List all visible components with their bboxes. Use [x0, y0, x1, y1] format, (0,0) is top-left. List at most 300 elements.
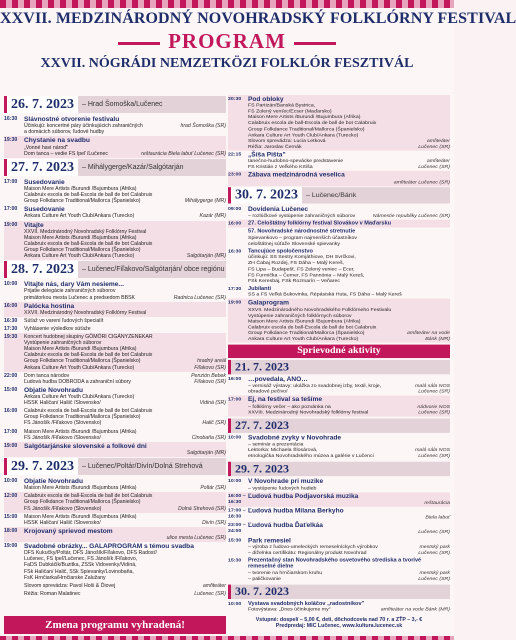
- credits-place: amfiteáter: [202, 582, 226, 589]
- event-text: FS Jánošík /Fiľakovo (Slovensko): [24, 420, 102, 427]
- event-title: Vitajte nás, dary Vám nesieme...: [24, 281, 124, 289]
- event-place: hradný areál: [197, 358, 226, 365]
- date-location: – Lučenec/Bánk: [306, 191, 357, 199]
- event-place: Salgótarján (MR): [186, 449, 226, 456]
- event-place: [223, 129, 226, 135]
- event-row: [4, 136, 226, 157]
- event-text: Group Folkdance Traditional/Mallorca (Španielsko): [24, 198, 141, 205]
- event-time: 20:30: [228, 95, 242, 102]
- event-text: Vyhlásenie výsledkov súťaže: [24, 326, 91, 333]
- dash-right: [294, 42, 336, 45]
- event-time: 23:00: [228, 172, 242, 178]
- event-place: amfiteáter Lučenec (SR): [393, 179, 450, 185]
- event-text: FS Zolený venťec/Ecser (Maďarsko): [248, 108, 332, 115]
- event-row: [228, 285, 450, 299]
- credits-line: [24, 591, 226, 597]
- event-text: Calabruix escola de ball-Escola de ball de bot Calabruix: [24, 240, 153, 247]
- date-label: 29. 7. 2023: [7, 458, 78, 475]
- event-row: [4, 407, 226, 427]
- event-title: Objatie Novohradu: [24, 386, 83, 394]
- event-row: [4, 513, 226, 527]
- event-text: FS Lipa – Budapešť, FS Zelený veniec – Ecer,: [248, 266, 355, 273]
- right-column: [228, 95, 450, 614]
- top-decorative-band: [0, 0, 454, 8]
- event-row: [4, 221, 226, 261]
- event-place: Lučenec (SR): [418, 549, 450, 556]
- event-place: Vidiná (SR): [199, 400, 226, 407]
- credits-text: Slovom sprevádza: Pavol Hoši & Ďiovej: [24, 582, 116, 589]
- event-title: Ej, na festival sa tešíme: [248, 396, 323, 404]
- ticket-info: [228, 616, 450, 634]
- event-body: [248, 601, 450, 613]
- event-line: [248, 453, 450, 459]
- event-text: Group Folkdance Traditional/Mallorca (Španielsko): [24, 358, 141, 365]
- event-body: [24, 326, 226, 332]
- event-line: [248, 164, 450, 170]
- event-text: Fotovýstava: „Dnes účinkujeme my": [248, 606, 331, 613]
- event-time: 15:30: [228, 557, 242, 564]
- accompanying-activities-heading: Sprievodné aktivity: [228, 345, 450, 358]
- event-text: Calabruix escola de ball-Escola de ball de bot Calabruix: [248, 120, 377, 127]
- date-location: – Lučenec/Fiľakovo/Salgótarján/ obce regiónu: [82, 266, 225, 274]
- event-text: Calabruix escola de ball-Escola de ball de bot Calabruix: [24, 192, 153, 199]
- event-text: Calabruix escola de ball-Escola de ball de bot Calabruix: [24, 493, 153, 500]
- event-row: [4, 333, 226, 372]
- event-title: Ľudová hudba Milana Berkyho: [248, 507, 344, 515]
- event-place: mestský park: [419, 544, 450, 550]
- credits-body: [24, 583, 226, 589]
- event-body: [248, 172, 450, 185]
- event-text: FS Jánošík /Fiľakovo (Slovensko): [24, 505, 102, 512]
- event-row: [4, 280, 226, 301]
- event-place: amfiteáter na vode: [407, 330, 450, 336]
- event-line: [24, 520, 226, 526]
- event-row: [4, 178, 226, 205]
- event-body: [24, 408, 226, 426]
- event-body: [248, 300, 450, 342]
- event-place: mestský park: [419, 569, 450, 576]
- event-line: [248, 485, 450, 491]
- event-body: [248, 508, 450, 521]
- event-line: [248, 410, 450, 416]
- event-row: [228, 220, 450, 228]
- event-body: [248, 96, 450, 150]
- event-body: [24, 222, 226, 260]
- credits-body: [24, 591, 226, 597]
- event-place: Lučenec (SR): [418, 453, 450, 460]
- event-row: [228, 492, 450, 507]
- event-title: Slávnostné otvorenie festivalu: [24, 116, 120, 123]
- event-text: SS a FS Veľká Bukovinka, Répásiská Huta, FS Dáha – Malý Kereš: [248, 292, 402, 298]
- event-place: Cinobaňa (SR): [191, 434, 226, 441]
- event-body: [248, 537, 450, 556]
- event-place: [447, 292, 450, 298]
- event-time: 10:00: [4, 478, 18, 485]
- event-text: Účinkujú: koncertné páry účinkujúcich zahraničných: [24, 123, 143, 130]
- date-location: – Mihálygerge/Kazár/Salgótarján: [82, 163, 184, 171]
- event-time: 16:30: [4, 116, 18, 122]
- event-line: [248, 529, 450, 535]
- event-place: Fiľakovo (SR): [194, 364, 226, 371]
- event-title: Dovidenia Lučenec: [248, 206, 309, 213]
- date-location: – Lučenec/Poltár/Divín/Dolná Strehová: [82, 463, 203, 471]
- bottom-decorative-band: [0, 636, 454, 640]
- event-row: [4, 386, 226, 407]
- event-title: „Šiša Pišta": [248, 151, 286, 159]
- event-text: Calabruix escola de ball-Escola de ball de bot Calabruix: [248, 324, 377, 331]
- event-row: [4, 302, 226, 317]
- event-text: celoštátnej súťaže Slovenské spievanky: [248, 240, 340, 247]
- header: [0, 10, 516, 72]
- event-row: [4, 428, 226, 442]
- event-text: Group Folkdance Traditional/Mallorca (Španielsko): [24, 499, 141, 506]
- event-body: [24, 137, 226, 156]
- event-row: [228, 95, 450, 151]
- event-line: [248, 389, 450, 395]
- event-time: 19:30: [4, 137, 18, 144]
- event-row: [4, 492, 226, 512]
- event-time: 19:30: [4, 334, 18, 341]
- event-time: 17:00: [4, 206, 18, 213]
- event-row: [4, 115, 226, 136]
- event-body: [24, 443, 226, 456]
- event-title-suffix: „Vonné havi nároď": [24, 144, 69, 151]
- event-text: – vernisáž výstavy: ukážka zo svadobnej izby, textil, kroje,: [248, 383, 382, 390]
- event-title: Park remesiel: [248, 537, 291, 544]
- event-place: amfiteáter na vode Bánk (MR): [380, 606, 450, 613]
- event-text: – vystúpenie ľudových hudieb: [248, 485, 317, 492]
- event-row: [4, 442, 226, 457]
- event-line: [24, 129, 226, 135]
- event-time: 10:00: [228, 434, 242, 441]
- event-place: [447, 278, 450, 284]
- event-time: 23:00 – 24:00: [228, 522, 246, 535]
- event-title-suffix: XXVII. Medzinárodného Novohradského Folklórneho Festivalu: [248, 306, 392, 313]
- event-time: 19:00: [4, 442, 18, 449]
- event-title: 27. Celoštátny folklórny festival Slovákov v Maďarsku: [248, 220, 391, 227]
- event-title: Vitajte: [24, 221, 44, 229]
- event-row: [228, 477, 450, 492]
- event-body: [248, 376, 450, 395]
- event-title: Galaprogram: [248, 299, 290, 307]
- event-row: [228, 536, 450, 557]
- event-text: tanečno-hudobno-spevácke predstavenie: [248, 158, 344, 165]
- event-time: 16:00: [228, 220, 242, 227]
- event-place: amfiteáter: [426, 137, 450, 144]
- event-place: nádvorie NOS: [417, 403, 450, 410]
- event-row: [4, 325, 226, 333]
- event-line: [248, 550, 450, 556]
- event-line: [24, 326, 226, 332]
- event-body: [24, 429, 226, 441]
- event-time: 22:15: [228, 151, 242, 158]
- event-text: Ľudová hudba DOBRODA a zahraniční súbory: [24, 378, 131, 385]
- event-time: 16:30: [228, 248, 242, 255]
- event-text: Calabruix escola de ball-Escola de ball de bot Calabruix: [24, 408, 153, 415]
- event-time: 16:00: [228, 376, 242, 383]
- event-row: [4, 372, 226, 386]
- event-title: Susedovanie: [24, 178, 65, 186]
- event-title: Prezentačný stan Novohradského osvetového strediska a tvorivé remeselné dielne: [248, 557, 422, 570]
- event-text: HSSK Haličan/ Haliič /Slovensko/: [24, 400, 101, 407]
- event-line: [248, 278, 450, 284]
- event-text: XXVII. Medzinárodný Novohradský Folklórny Festival: [24, 309, 147, 316]
- event-body: [24, 179, 226, 204]
- event-text: DFS Kukučky/Poltár, DFS Jánošík/Fiľakovo, DFS Radosť/: [24, 550, 157, 557]
- event-line: [248, 292, 450, 298]
- event-title: …povedala, ANO…: [248, 376, 308, 384]
- event-time: 10:00: [4, 281, 18, 288]
- event-place: [447, 485, 450, 491]
- event-text: Ankara Culture Art Youth Club/Ankara (Turecko): [248, 335, 359, 342]
- event-place: Lučenec (SR): [418, 409, 450, 416]
- dash-left: [118, 42, 160, 45]
- event-title: V Novohrade pri muzike: [248, 478, 324, 486]
- event-place: [447, 241, 450, 247]
- event-row: [228, 600, 450, 614]
- event-text: Slovom sprevádza: Lucia Letková: [248, 137, 326, 144]
- event-text: Lučenec, FS Ipeľ/Lučenec, FS Jánošík /Fiľakovo,: [24, 556, 138, 563]
- event-title: 57. Novohradské národnostné stretnutie: [248, 228, 356, 235]
- credits-spacer: [4, 583, 24, 589]
- event-body: [248, 522, 450, 535]
- event-body: [24, 373, 226, 385]
- event-line: [248, 241, 450, 247]
- event-line: [248, 500, 450, 506]
- event-place: Radnica Lučenec (SR): [173, 294, 226, 301]
- event-body: [24, 206, 226, 219]
- event-time: 16:00: [4, 302, 18, 309]
- event-place: reštaurácia: [424, 499, 450, 506]
- event-time: 15:00: [4, 386, 18, 393]
- event-text: FS Furmička – Čemer, FS Pannónia – Malý Kereš,: [248, 272, 365, 278]
- event-line: [24, 198, 226, 204]
- event-time: 17:00 – 18:30: [228, 507, 246, 520]
- event-place: Biela labuť: [425, 514, 450, 521]
- event-row: [4, 527, 226, 542]
- event-text: FS Jánošík /Fiľakovo /Slovensko/: [24, 434, 101, 441]
- event-text: Súťaž vo varení ľudových špecialít: [24, 317, 104, 324]
- event-text: – výroba z ľudovo-umeleckých remeselníckych výrobkov: [248, 544, 378, 550]
- event-body: [24, 478, 226, 491]
- event-line: [24, 213, 226, 219]
- event-line: [248, 179, 450, 185]
- event-place: Bánk (MR): [425, 335, 450, 342]
- event-time: 16:00 – 16:30: [228, 493, 246, 505]
- date-bar: [4, 159, 226, 176]
- ticket-prices: Vstupné: dospelí – 5,00 €, deti, dôchodcovia nad 70 r. a ZŤP – 3,- €: [255, 617, 423, 623]
- activity-date: 27. 7. 2023: [228, 418, 450, 432]
- event-text: – paličkovanie: [248, 575, 281, 582]
- event-line: [24, 295, 226, 301]
- event-title: Krojovaný sprievod mestom: [24, 527, 113, 535]
- event-text: primátorkou mesta Lučenec a predsedom BBSK: [24, 294, 136, 301]
- event-text: Koncert hudobnej skupiny GÖMÖRI CIGÁNYZENEKAR: [24, 334, 153, 341]
- event-title: Ľudová hudba Ďaťelkáa: [248, 522, 323, 530]
- event-text: Maison Mere Artists /Burundi /Bujumbura (Afrika): [24, 428, 137, 435]
- event-text: FaDS Dubkáčik/Buzitka, ZSSk Vidovenky/Vidiná,: [24, 562, 137, 569]
- event-line: [24, 253, 226, 259]
- title-line-3: XXVII. NÓGRÁDI NEMZETKÖZI FOLKLÓR FESZTIVÁL: [40, 56, 414, 71]
- event-place: Lučenec (SR): [418, 389, 450, 395]
- event-time: 17:00: [4, 428, 18, 435]
- event-body: [248, 249, 450, 284]
- event-text: HSSK Haličan/ Haliič /Slovensko/: [24, 519, 101, 526]
- event-place: Fiľakovo (SR): [194, 378, 226, 385]
- event-place: [223, 575, 226, 581]
- event-text: FsK Hrnčiarka/Hrnčiarske Zalužany: [24, 574, 106, 581]
- event-body: [248, 221, 450, 227]
- event-title: Chystanie na svadbu: [24, 137, 90, 145]
- activity-date: 29. 7. 2023: [228, 462, 450, 476]
- event-body: [248, 397, 450, 416]
- event-text: XXVIII. Medzinárodný Novohradský folklórny festival: [248, 409, 369, 416]
- event-body: [248, 558, 450, 582]
- event-text: FSk Haličan/ Halič, SSk Spievanky/Lovinobaňa,: [24, 568, 134, 575]
- event-text: – tvorenie na hrnčiarskom kruhu: [248, 569, 323, 576]
- event-row: [228, 228, 450, 248]
- event-text: – seminár a prezentácia: [248, 441, 304, 448]
- credits-line: [24, 583, 226, 589]
- title-line-1: XXVII. MEDZINÁRODNÝ NOVOHRADSKÝ FOLKLÓRNY FESTIVAL: [0, 10, 516, 27]
- date-label: 27. 7. 2023: [7, 159, 78, 176]
- event-row: [228, 171, 450, 186]
- program-change-notice: Zmena programu vyhradená!: [4, 616, 226, 634]
- event-line: [248, 336, 450, 342]
- program-word: PROGRAM: [168, 29, 286, 53]
- event-place: [223, 318, 226, 324]
- event-body: [24, 281, 226, 300]
- event-title: Vystava svadobných koláčov „radostníkov": [248, 600, 365, 607]
- event-text: etnologička Novohradského múzea a galérie v Lučenci: [248, 453, 374, 460]
- event-place: Lučenec (SR): [418, 164, 450, 171]
- date-bar: [4, 96, 226, 113]
- event-line: [248, 515, 450, 521]
- event-place: amfiteáter: [426, 158, 450, 165]
- event-text: účinkujú: SS Sestry Komjáthiove, DH Svrčkovi,: [248, 254, 356, 261]
- event-text: obradové pečivo/: [248, 389, 288, 395]
- date-bar: [228, 187, 450, 203]
- event-body: [24, 303, 226, 316]
- presale-info: Predpredaj: MIC Lučenec, www.kultura.lucenec.sk: [275, 623, 403, 629]
- event-place: Salgótarján (MR): [186, 253, 226, 260]
- event-place: ulice mesta Lučenec (SR): [166, 534, 226, 541]
- event-text: Réžia: Jaroslav Černák: [248, 143, 302, 150]
- date-label: 28. 7. 2023: [7, 261, 78, 278]
- event-row: [4, 317, 226, 325]
- event-text: Maison Mere Artists /Burundi /Bujumbura (Afrika): [24, 185, 137, 192]
- event-place: Lučenec (SR): [418, 575, 450, 582]
- event-row: [228, 521, 450, 536]
- event-time: 19:00: [4, 543, 18, 550]
- event-title: Jubilanti: [248, 285, 271, 292]
- event-body: [24, 514, 226, 526]
- event-title: Palócka hostina: [24, 302, 75, 310]
- event-row: [228, 299, 450, 343]
- event-place: malá sála NOS: [415, 383, 450, 390]
- event-text: a domácich súborov, ľudové hudby: [24, 129, 105, 136]
- event-text: Maison Mere Artists /Burundi /Bujumbura (Afrika): [24, 234, 137, 241]
- event-time: 19:00: [228, 299, 242, 306]
- left-column: [4, 95, 226, 598]
- event-place: Dolná Strehová (SR): [178, 505, 226, 512]
- event-time: 10:00: [228, 600, 242, 607]
- event-time: 17:30: [4, 326, 18, 333]
- event-row: [228, 151, 450, 172]
- event-text: – rozlúčkové vystúpenie zahraničných súborov: [248, 212, 356, 219]
- event-row: [228, 205, 450, 220]
- event-place: Penzión Bebek: [191, 372, 226, 379]
- event-line: [24, 365, 226, 371]
- event-place: Halič (SR): [202, 420, 226, 427]
- date-label: 30. 7. 2023: [231, 187, 302, 203]
- event-body: [248, 493, 450, 506]
- event-place: Kazár (MR): [199, 213, 226, 220]
- event-text: Ankara Culture Art Youth Club/Ankara (Turecko): [24, 394, 135, 401]
- date-bar: [4, 458, 226, 475]
- event-row: [4, 477, 226, 492]
- date-label: 26. 7. 2023: [7, 96, 78, 113]
- event-text: Vystúpenie zahraničných súborov: [24, 340, 102, 347]
- event-text: Spievankovo – program najmenších účastníkov: [248, 234, 357, 241]
- event-text: FSk Keresbaj, FSk Rozmarín – Veňarec: [248, 278, 340, 284]
- event-body: [248, 229, 450, 247]
- event-row: [228, 248, 450, 285]
- credits-row: [4, 582, 226, 590]
- event-text: FS Kristián z Veľkého Krtíša: [248, 164, 313, 171]
- event-row: [228, 507, 450, 522]
- event-line: [248, 576, 450, 582]
- event-row: [228, 557, 450, 583]
- event-time: 16:00: [4, 408, 18, 415]
- event-time: 16:30: [4, 317, 18, 324]
- event-time: 15:00: [4, 513, 18, 520]
- credits-text: Réžia: Roman Malatinec: [24, 590, 81, 597]
- event-title: Pod obloky: [248, 95, 284, 103]
- event-text: Calabruix escola de ball-Escola de ball de bot Calabruix: [24, 352, 153, 359]
- event-line: [24, 310, 226, 316]
- event-row: [4, 542, 226, 582]
- event-place: [223, 326, 226, 332]
- event-line: [24, 400, 226, 406]
- event-title: Tancujúce spoločenstvo: [248, 248, 313, 255]
- event-title: Susedovanie: [24, 206, 65, 214]
- event-place: Lučenec (SR): [418, 529, 450, 536]
- event-title: Objatie Novohradu: [24, 478, 83, 486]
- event-body: [24, 528, 226, 541]
- credits-row: [4, 590, 226, 598]
- title-program: [0, 29, 454, 54]
- event-text: Maison Mere Artists /Burundi /Bujumbura (Afrika): [24, 513, 137, 520]
- event-text: Ankara Culture Art Youth Club/Ankara (Turecko): [24, 253, 135, 260]
- event-body: [24, 334, 226, 371]
- date-bar: [4, 261, 226, 278]
- event-text: Group Folkdance Traditional/Mallorca (Španielsko): [248, 126, 365, 133]
- event-time: 15:30: [228, 537, 242, 543]
- event-line: [248, 607, 450, 613]
- event-title: Zábava medzinárodná veselica: [248, 172, 345, 179]
- event-place: Divín (SR): [202, 519, 226, 526]
- activity-date: 30. 7. 2023: [228, 585, 450, 599]
- event-text: Ankara Culture Art Youth Club/Ankara (Turecko): [248, 132, 359, 138]
- event-body: [24, 116, 226, 135]
- event-line: [24, 318, 226, 324]
- date-location: – Hrad Šomoška/Lučenec: [82, 101, 163, 108]
- event-time: 22:00: [4, 372, 18, 379]
- credits-place: Lučenec (SR): [194, 590, 226, 597]
- event-time: 17:00: [4, 178, 18, 185]
- event-body: [248, 206, 450, 219]
